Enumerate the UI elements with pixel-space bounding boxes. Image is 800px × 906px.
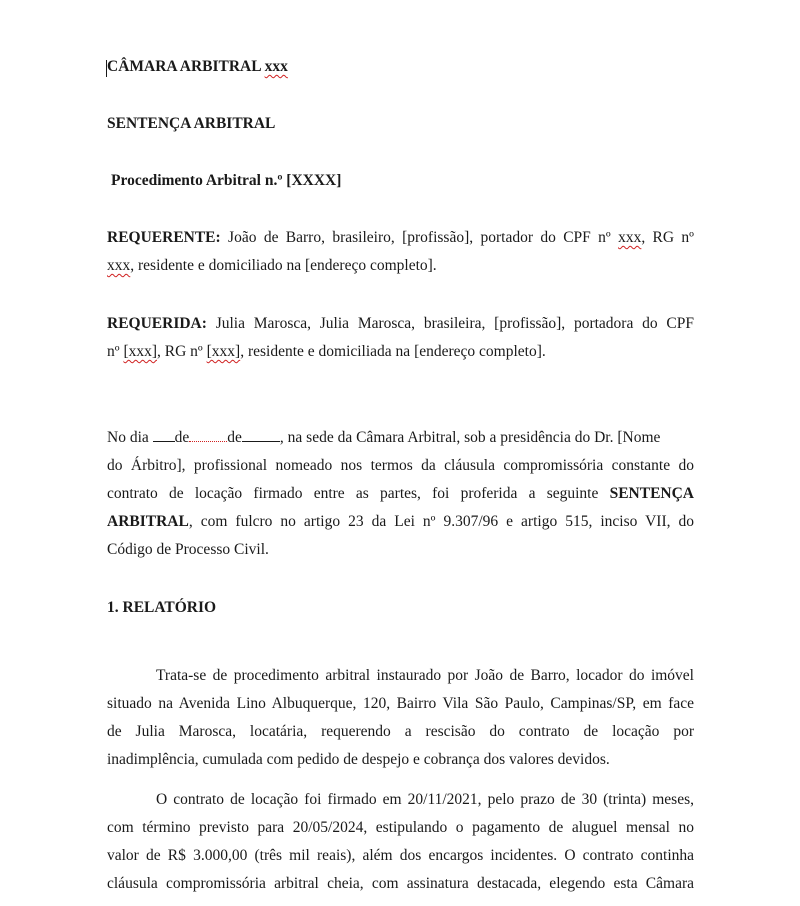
procedimento-number: Procedimento Arbitral n.º [XXXX] <box>111 172 342 189</box>
intro-line-3: contrato de locação firmado entre as partes, foi proferida a seguinte SENTENÇA <box>107 485 695 502</box>
requerida-cpf: [xxx] <box>123 343 158 360</box>
sentenca-title: SENTENÇA ARBITRAL <box>107 115 276 132</box>
intro-line-1: No dia de de , na sede da Câmara Arbitral, sob a presidência do Dr. [Nome <box>107 424 660 452</box>
month-blank[interactable] <box>189 426 227 442</box>
requerida-label: REQUERIDA: <box>107 315 207 332</box>
section-heading-relatorio: 1. RELATÓRIO <box>107 599 217 616</box>
relatorio-p1-line-1: Trata-se de procedimento arbitral instaurado por João de Barro, locador do imóvel <box>156 667 694 684</box>
requerente-line-2: xxx, residente e domiciliado na [endereço completo]. <box>107 257 437 274</box>
intro-line-5: Código de Processo Civil. <box>107 541 269 558</box>
relatorio-p2-line-2: com término previsto para 20/05/2024, estipulando o pagamento de aluguel mensal no <box>107 819 694 836</box>
relatorio-p1-line-3: de Julia Marosca, locatária, requerendo a rescisão do contrato de locação por <box>107 723 694 740</box>
relatorio-p1-line-4: inadimplência, cumulada com pedido de despejo e cobrança dos valores devidos. <box>107 751 610 768</box>
requerida-line-1: REQUERIDA: Julia Marosca, Julia Marosca, brasileira, [profissão], portadora do CPF <box>107 315 694 332</box>
relatorio-p1-line-2: situado na Avenida Lino Albuquerque, 120, Bairro Vila São Paulo, Campinas/SP, em face <box>107 695 694 712</box>
requerente-line-1: REQUERENTE: João de Barro, brasileiro, [profissão], portador do CPF nº xxx, RG nº <box>107 229 694 246</box>
camara-title: CÂMARA ARBITRAL xxx <box>107 58 288 75</box>
relatorio-p2-line-1: O contrato de locação foi firmado em 20/11/2021, pelo prazo de 30 (trinta) meses, <box>156 791 694 808</box>
requerida-rg: [xxx] <box>206 343 241 360</box>
intro-line-2: do Árbitro], profissional nomeado nos termos da cláusula compromissória constante do <box>107 457 694 474</box>
requerente-cpf: xxx <box>618 229 642 246</box>
camara-suffix: xxx <box>264 58 288 75</box>
year-blank[interactable] <box>242 426 280 442</box>
requerida-line-2: nº [xxx], RG nº [xxx], residente e domiciliada na [endereço completo]. <box>107 343 546 360</box>
relatorio-p2-line-4: cláusula compromissória arbitral cheia, com assinatura destacada, elegendo esta Câmara <box>107 875 694 892</box>
relatorio-p2-line-3: valor de R$ 3.000,00 (três mil reais), além dos encargos incidentes. O contrato continha <box>107 847 694 864</box>
intro-line-4: ARBITRAL, com fulcro no artigo 23 da Lei nº 9.307/96 e artigo 515, inciso VII, do <box>107 513 694 530</box>
day-blank[interactable] <box>153 426 175 442</box>
requerente-label: REQUERENTE: <box>107 229 221 246</box>
requerente-rg: xxx <box>107 257 131 274</box>
